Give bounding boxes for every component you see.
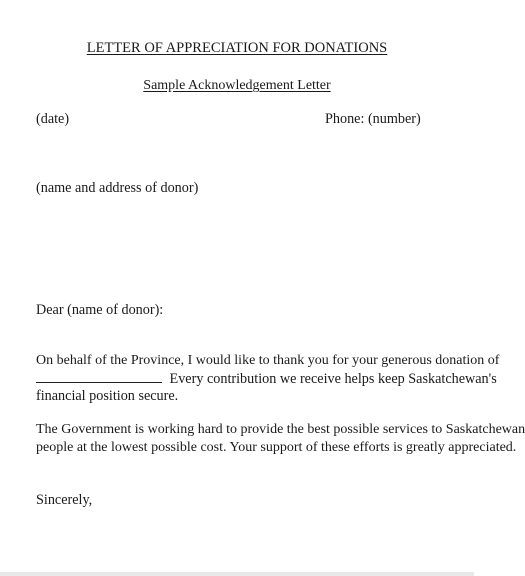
paragraph-2-line-2: people at the lowest possible cost. Your support of these efforts is greatly appreciated. <box>36 440 517 455</box>
letter-subtitle: Sample Acknowledgement Letter <box>143 78 331 93</box>
page-bottom-edge <box>0 572 474 576</box>
paragraph-1-line-1: On behalf of the Province, I would like to thank you for your generous donation of <box>36 353 500 368</box>
donation-amount-blank <box>36 370 162 383</box>
paragraph-1-line-3: financial position secure. <box>36 388 179 404</box>
closing: Sincerely, <box>36 492 93 508</box>
paragraph-2-line-1: The Government is working hard to provide the best possible services to Saskatchewan <box>36 422 525 437</box>
phone-placeholder: Phone: (number) <box>325 111 421 127</box>
letter-title: LETTER OF APPRECIATION FOR DONATIONS <box>86 40 388 56</box>
date-placeholder: (date) <box>36 111 70 127</box>
paragraph-1-line-2-text: Every contribution we receive helps keep Saskatchewan's <box>169 371 497 387</box>
donor-address-placeholder: (name and address of donor) <box>36 180 199 196</box>
salutation: Dear (name of donor): <box>36 302 164 318</box>
paragraph-1-line-2 <box>36 370 497 388</box>
